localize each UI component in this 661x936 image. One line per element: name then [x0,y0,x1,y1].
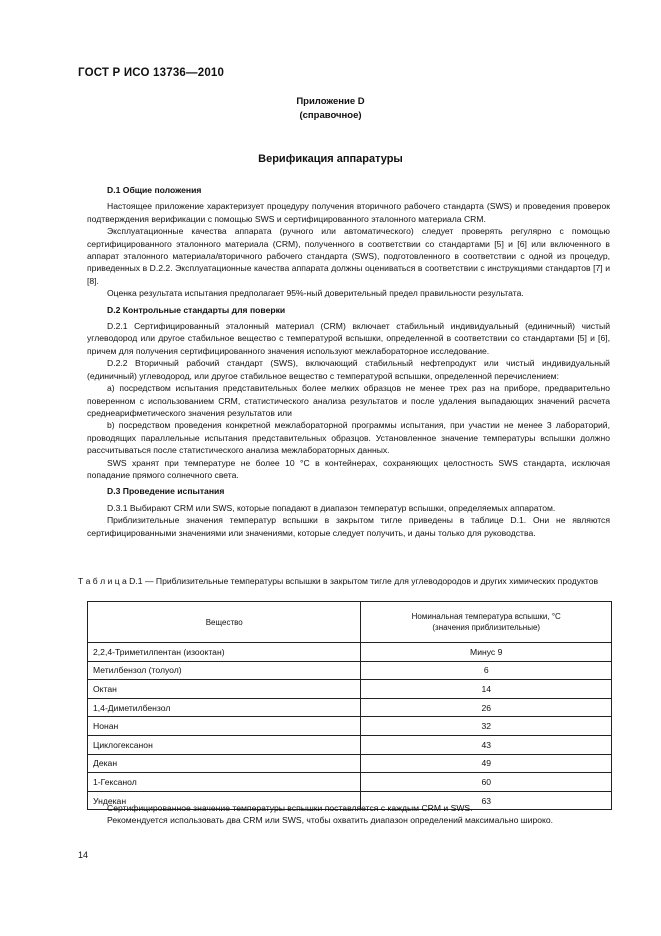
table-row [88,661,612,680]
table-row [88,680,612,699]
flash-point-cell: 49 [361,754,612,773]
table-row [88,754,612,773]
annex-note: (справочное) [299,110,362,121]
paragraph: Оценка результата испытания предполагает 95%-ный доверительный предел правильности результата. [107,288,524,299]
column-header-line: (значения приблизительные) [432,623,541,632]
table-row [88,735,612,754]
table-row [88,773,612,792]
substance-cell: 2,2,4-Триметилпентан (изооктан) [88,643,361,662]
substance-cell: Циклогексанон [88,735,361,754]
flash-point-cell: 6 [361,661,612,680]
paragraph: D.2.1 Сертифицированный эталонный материал (CRM) включает стабильный индивидуальный (единичный) чистый углеводород или другое стабильное вещество с температурой вспышки, определенной в соответствии со стандартами [5] и [6], причем для получения сертифицированного значения используют межлабораторное исследование. [87,321,610,356]
flash-point-cell: 63 [361,791,612,810]
main-title: Верификация аппаратуры [258,153,403,165]
annex-heading [0,95,661,123]
flash-point-cell: 60 [361,773,612,792]
paragraph: Сертифицированное значение температуры вспышки поставляется с каждым CRM и SWS. [107,803,473,813]
section-heading-d1: D.1 Общие положения [107,185,202,195]
flash-point-cell: 43 [361,735,612,754]
flash-point-table [87,601,612,810]
section-heading-d3: D.3 Проведение испытания [107,486,225,497]
paragraph: SWS хранят при температуре не более 10 °C в контейнерах, сохраняющих целостность SWS стандарта, исключая попадание прямого солнечного света. [87,457,610,480]
paragraph: Настоящее приложение характеризует процедуру получения вторичного рабочего стандарта (SWS) и проведения проверок подтверждения верификации с помощью SWS и сертифицированного эталонного материала CRM. [87,201,610,224]
annex-title: Приложение D [296,96,365,107]
list-item: а) посредством испытания представительных более мелких образцов не менее трех раз на приборе, предварительно поверенном с использованием CRM, статистического анализа результатов и после удаления выпадающих значений расчета среднеарифметического значения результатов или [87,383,610,418]
substance-cell: Октан [88,680,361,699]
section-heading-d2: D.2 Контрольные стандарты для поверки [107,304,286,315]
flash-point-cell: Минус 9 [361,643,612,662]
flash-point-cell: 14 [361,680,612,699]
flash-point-cell: 26 [361,698,612,717]
column-header-line: Номинальная температура вспышки, °C [411,612,561,621]
substance-cell: 1-Гексанол [88,773,361,792]
paragraph: Приблизительные значения температур вспышки в закрытом тигле приведены в таблице D.1. Они не являются сертифицированными значениями или значениями, которые следует получить, и даны только для руководства. [87,515,610,538]
substance-cell: Метилбензол (толуол) [88,661,361,680]
flash-point-cell: 32 [361,717,612,736]
table-row [88,717,612,736]
table-header-row [88,602,612,643]
list-item: b) посредством проведения конкретной межлабораторной программы испытания, при участии не менее 3 лабораторий, проводящих параллельные испытания представительных образцов. Установленное значение температуры вспышки должно рассчитываться после статистического анализа межлабораторных данных. [87,420,610,456]
paragraph: D.3.1 Выбирают CRM или SWS, которые попадают в диапазон температур вспышки, определяемых аппаратом. [107,502,556,513]
column-header-flash-point [361,602,612,643]
page-number: 14 [78,850,89,860]
document-body [87,184,610,539]
table-caption: Т а б л и ц а D.1 — Приблизительные температуры вспышки в закрытом тигле для углеводородов и других химических продуктов [78,576,599,586]
paragraph: Эксплуатационные качества аппарата (ручного или автоматического) следует проверять регулярно с помощью сертифицированного эталонного материала (CRM), полученного в соответствии со стандартами [5] и [6] или включенного в аппарат эталонного материала/вторичного рабочего стандарта (SWS), подготовленного в соответствии с одной из процедур, приведенных в D.2.2. Эксплуатационные качества аппарата должны оцениваться в соответствии с инструкциями стандартов [7] и [8]. [87,226,610,286]
column-header-substance: Вещество [88,602,361,643]
substance-cell: Нонан [88,717,361,736]
substance-cell: Декан [88,754,361,773]
paragraph: D.2.2 Вторичный рабочий стандарт (SWS), включающий стабильный нефтепродукт или чистый индивидуальный (единичный) углеводород, или другое стабильное вещество с температурой вспышки, определенной перечислением: [87,358,610,381]
table-row [88,698,612,717]
document-header: ГОСТ Р ИСО 13736—2010 [78,67,225,79]
substance-cell: Ундекан [88,791,361,810]
paragraph: Рекомендуется использовать два CRM или SWS, чтобы охватить диапазон определений максимально широко. [107,815,554,826]
table-row [88,643,612,662]
after-table-text [87,802,610,827]
substance-cell: 1,4-Диметилбензол [88,698,361,717]
